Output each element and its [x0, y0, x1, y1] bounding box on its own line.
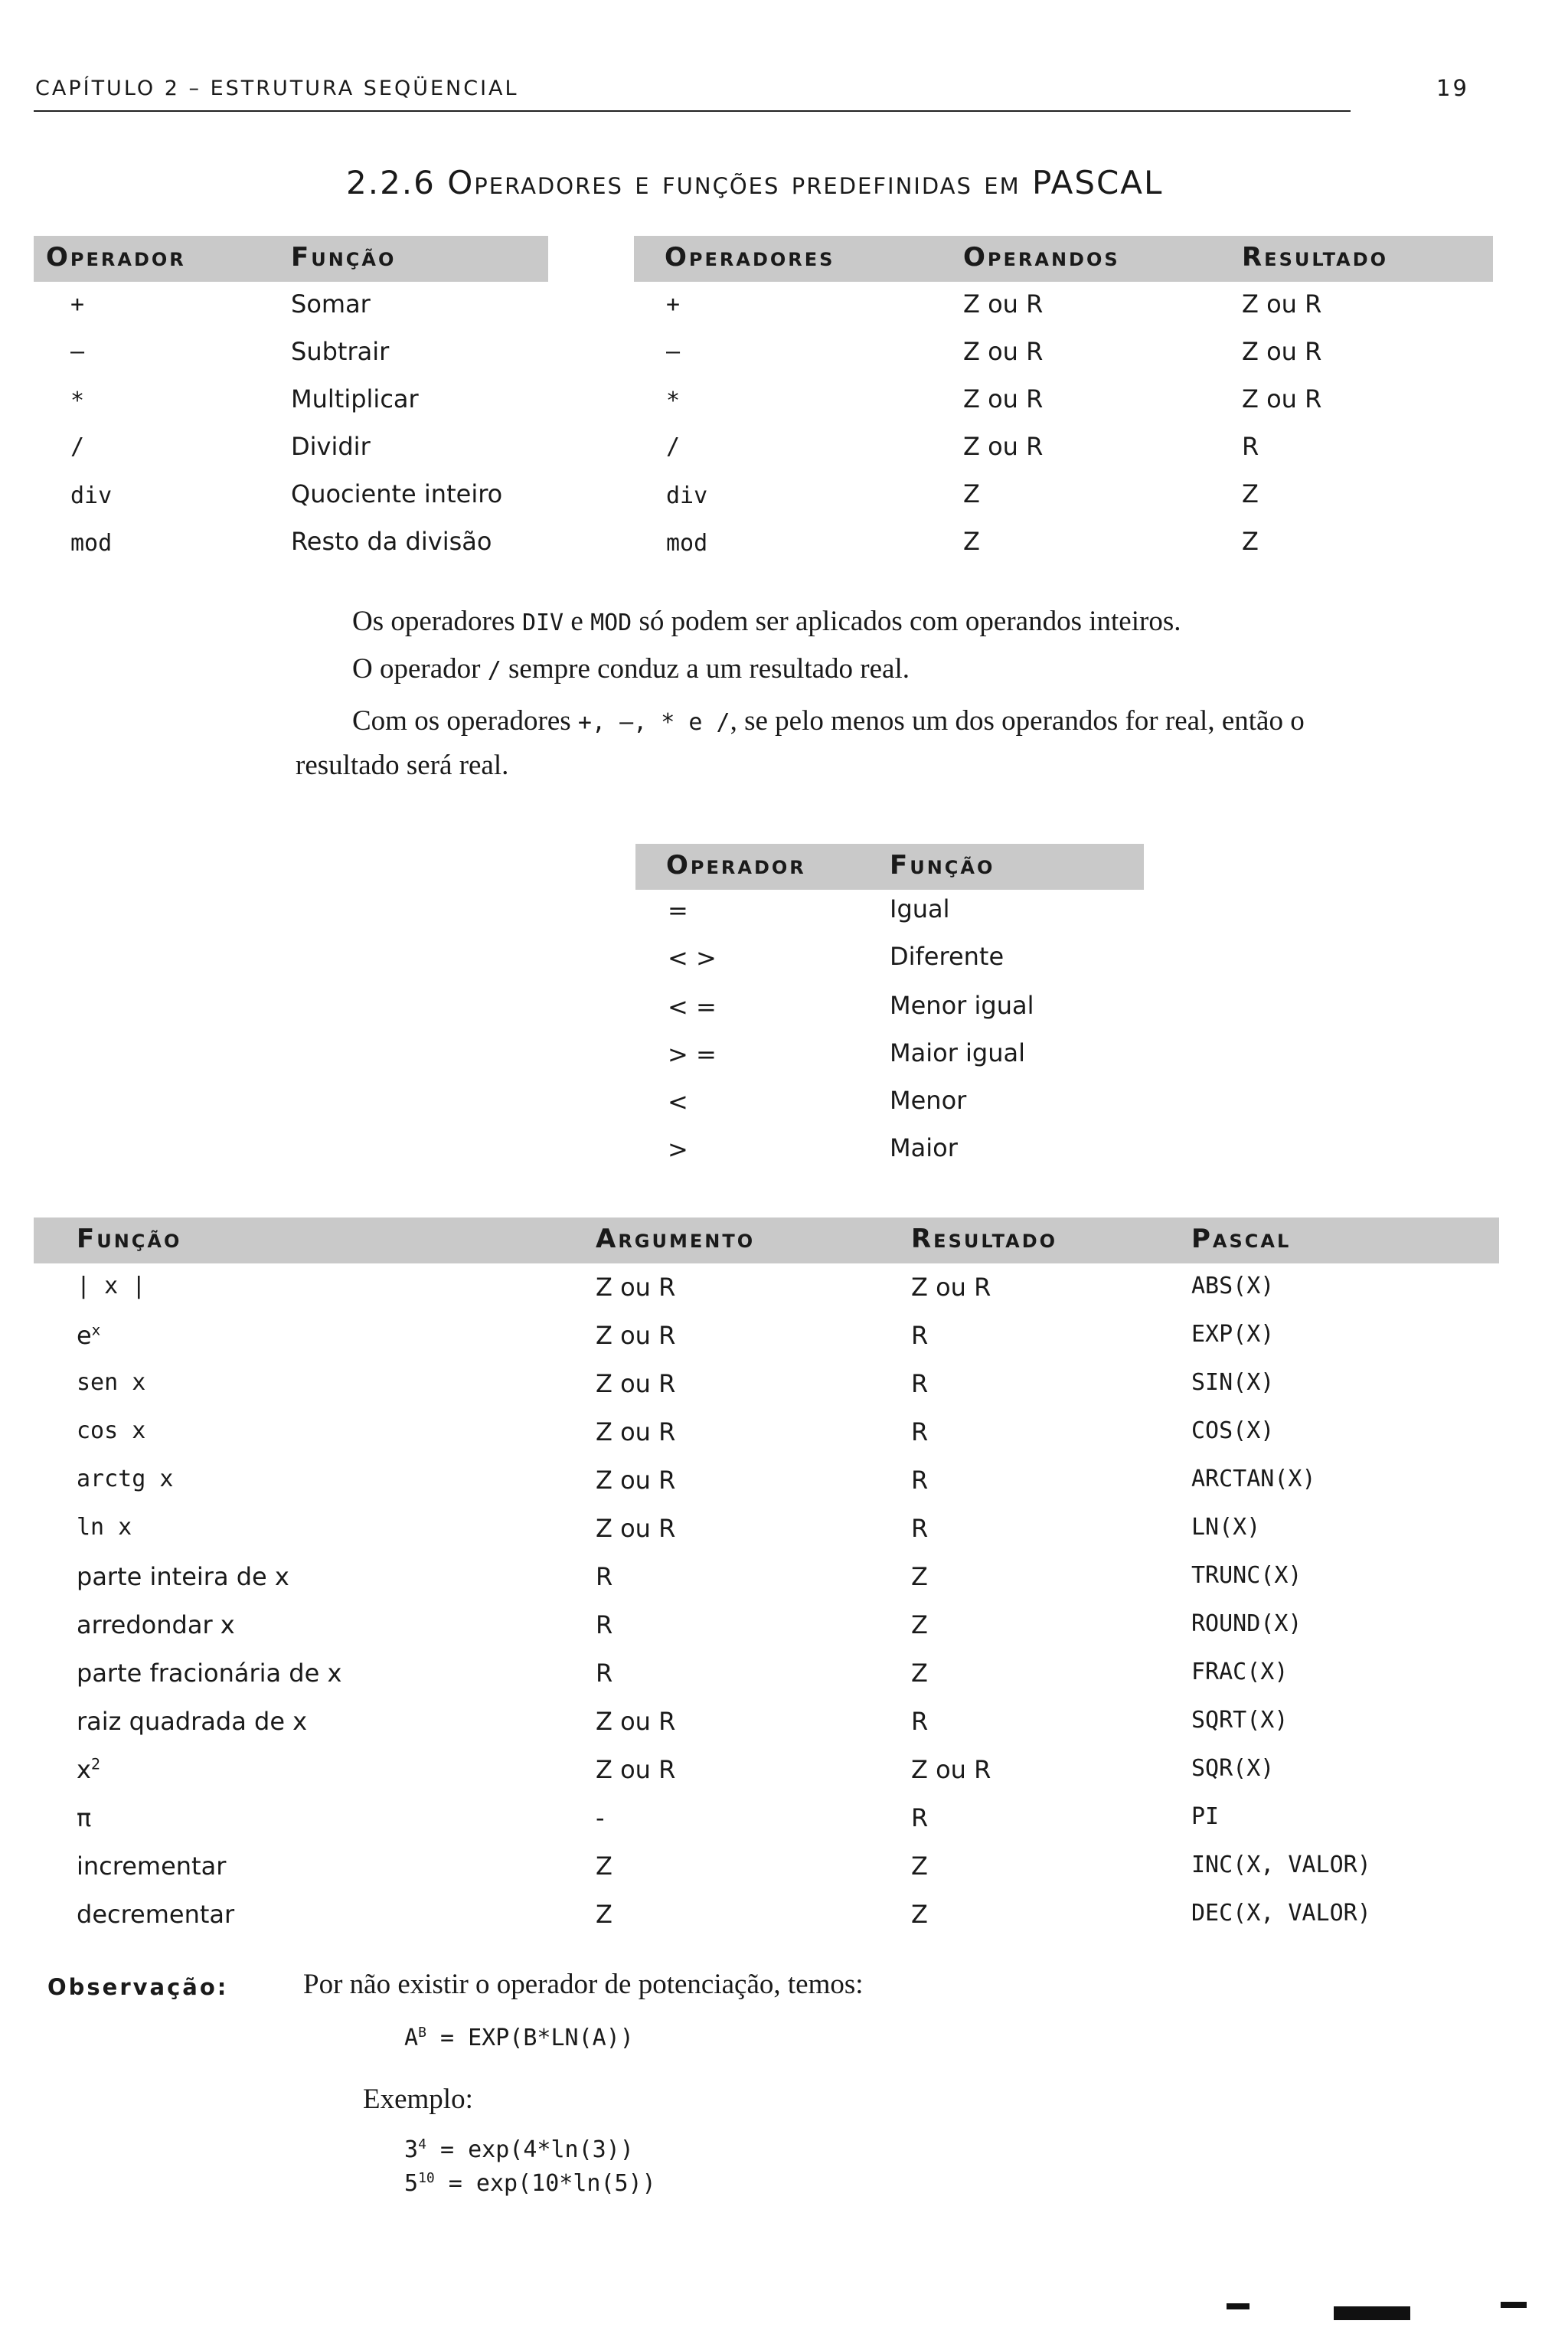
- table-cell-function: $x^2$: [77, 1755, 101, 1784]
- table-cell-pascal: ABS(X): [1191, 1273, 1275, 1299]
- table-cell-result: R: [1242, 432, 1259, 461]
- note-line: Os operadores DIV e MOD só podem ser aplicados com operandos inteiros.: [352, 606, 1181, 637]
- column-header-pascal: Pascal: [1191, 1224, 1292, 1254]
- section-number: 2.2.6: [346, 164, 436, 201]
- column-header-funcao: Função: [890, 850, 995, 881]
- column-header-funcao: Função: [77, 1224, 182, 1254]
- table-cell-function: Diferente: [890, 942, 1004, 971]
- table-cell-function: Resto da divisão: [291, 527, 492, 556]
- superscript: 2: [90, 1755, 101, 1773]
- note-line: Com os operadores +, –, * e /, se pelo menos um dos operandos for real, então o: [352, 705, 1305, 737]
- table-cell-operator: mod: [70, 530, 113, 557]
- table-cell-operands: Z ou R: [963, 337, 1044, 366]
- table-cell-operator: < =: [668, 992, 717, 1021]
- table-cell-pascal: SQR(X): [1191, 1755, 1275, 1782]
- table-cell-function: decrementar: [77, 1900, 235, 1929]
- table-cell-argument: R: [596, 1659, 613, 1688]
- observation-text: Por não existir o operador de potenciação, temos:: [303, 1969, 864, 2000]
- table-cell-result: Z: [1242, 527, 1259, 556]
- table-cell-function: Menor igual: [890, 991, 1034, 1020]
- table-cell-operator: /: [666, 433, 681, 460]
- table-cell-function: Dividir: [291, 432, 371, 461]
- table-cell-operator: =: [668, 896, 688, 925]
- note-line: resultado será real.: [296, 750, 509, 781]
- note-line: O operador / sempre conduz a um resultado real.: [352, 653, 910, 685]
- scan-artifact: [1227, 2303, 1250, 2309]
- column-header-operador: Operador: [46, 242, 186, 273]
- table-cell-argument: Z ou R: [596, 1466, 676, 1495]
- table-cell-function: Somar: [291, 289, 371, 319]
- table-cell-result: Z ou R: [911, 1273, 991, 1302]
- table-cell-result: Z ou R: [1242, 289, 1322, 319]
- table-cell-operator: mod: [666, 530, 708, 557]
- table-cell-argument: Z ou R: [596, 1273, 676, 1302]
- table-cell-pascal: INC(X, VALOR): [1191, 1852, 1371, 1878]
- table-cell-result: Z: [1242, 479, 1259, 508]
- scan-artifact: [1334, 2306, 1410, 2320]
- table-cell-operator: –: [666, 338, 681, 365]
- table-cell-argument: R: [596, 1610, 613, 1639]
- table-cell-result: Z ou R: [1242, 337, 1322, 366]
- table-cell-argument: Z ou R: [596, 1707, 676, 1736]
- example-line: $3^4 = \exp(4*\ln(3))$: [404, 2136, 634, 2163]
- table-cell-pascal: ARCTAN(X): [1191, 1466, 1316, 1492]
- table-cell-result: Z: [911, 1900, 928, 1929]
- example-line: $5^{10} = \exp(10*\ln(5))$: [404, 2170, 656, 2197]
- table-cell-operator: +: [70, 291, 85, 318]
- table-cell-argument: Z ou R: [596, 1514, 676, 1543]
- table-cell-result: R: [911, 1707, 929, 1736]
- table-cell-result: R: [911, 1369, 929, 1398]
- table-cell-pascal: TRUNC(X): [1191, 1562, 1302, 1589]
- section-title-text: Operadores e funções predefinidas em PASCAL: [447, 164, 1164, 201]
- table-cell-operands: Z ou R: [963, 384, 1044, 413]
- table-cell-function: | x |: [77, 1273, 146, 1299]
- table-cell-pascal: SQRT(X): [1191, 1707, 1289, 1734]
- table-cell-operator: div: [666, 482, 708, 509]
- table-cell-operator: < >: [668, 943, 717, 972]
- table-cell-function: Subtrair: [291, 337, 390, 366]
- table-cell-pascal: COS(X): [1191, 1417, 1275, 1444]
- table-cell-result: Z ou R: [1242, 384, 1322, 413]
- table-cell-function: cos x: [77, 1417, 146, 1444]
- table-cell-function: incrementar: [77, 1852, 227, 1881]
- table-cell-result: R: [911, 1466, 929, 1495]
- superscript: x: [91, 1321, 101, 1339]
- table-cell-pascal: DEC(X, VALOR): [1191, 1900, 1371, 1927]
- table-cell-operator: <: [668, 1087, 688, 1116]
- table-cell-operands: Z: [963, 527, 980, 556]
- table-cell-result: Z: [911, 1610, 928, 1639]
- running-header-chapter: CAPÍTULO 2 – ESTRUTURA SEQÜENCIAL: [35, 77, 519, 100]
- table-cell-argument: Z ou R: [596, 1417, 676, 1446]
- table-cell-function: Maior: [890, 1133, 958, 1162]
- table-cell-result: R: [911, 1803, 929, 1832]
- table-cell-operator: *: [70, 387, 85, 414]
- column-header-argumento: Argumento: [596, 1224, 756, 1254]
- table-cell-result: Z ou R: [911, 1755, 991, 1784]
- table-cell-operator: >: [668, 1135, 688, 1164]
- table-cell-operator: *: [666, 387, 681, 414]
- table-cell-result: Z: [911, 1562, 928, 1591]
- code-div: DIV: [521, 610, 564, 636]
- table-cell-function: parte fracionária de x: [77, 1659, 342, 1688]
- table-cell-argument: Z: [596, 1900, 612, 1929]
- power-formula: $A^B = EXP(B*LN(A))$: [404, 2025, 634, 2051]
- column-header-operandos: Operandos: [963, 242, 1120, 273]
- table-cell-function: arctg x: [77, 1466, 174, 1492]
- table-cell-argument: R: [596, 1562, 613, 1591]
- column-header-resultado: Resultado: [1242, 242, 1389, 273]
- table-cell-operator: –: [70, 338, 85, 365]
- table-cell-result: Z: [911, 1852, 928, 1881]
- column-header-operador: Operador: [666, 850, 806, 881]
- table-cell-result: R: [911, 1417, 929, 1446]
- page-number: 19: [1436, 75, 1469, 101]
- table-cell-function: Multiplicar: [291, 384, 419, 413]
- example-label: Exemplo:: [363, 2084, 473, 2115]
- table-cell-function: π: [77, 1803, 92, 1832]
- table-cell-function: $e^x$: [77, 1321, 101, 1350]
- table-cell-operator: > =: [668, 1040, 717, 1069]
- table-cell-pascal: ROUND(X): [1191, 1610, 1302, 1637]
- code-mod: MOD: [590, 610, 632, 636]
- table-cell-result: R: [911, 1514, 929, 1543]
- table-cell-pascal: PI: [1191, 1803, 1220, 1830]
- scan-artifact: [1501, 2302, 1527, 2308]
- code-operators: +, –, * e /: [577, 709, 730, 736]
- table-cell-pascal: SIN(X): [1191, 1369, 1275, 1396]
- column-header-operadores: Operadores: [665, 242, 835, 273]
- table-cell-argument: -: [596, 1803, 605, 1832]
- table-cell-operator: div: [70, 482, 113, 509]
- column-header-funcao: Função: [291, 242, 397, 273]
- table-cell-function: arredondar x: [77, 1610, 235, 1639]
- table-cell-function: Menor: [890, 1086, 967, 1115]
- header-rule: [34, 110, 1351, 112]
- table-cell-operator: /: [70, 433, 85, 460]
- observation-label: Observação:: [47, 1974, 229, 2000]
- table-cell-pascal: FRAC(X): [1191, 1659, 1289, 1685]
- table-cell-function: ln x: [77, 1514, 132, 1541]
- table-cell-function: raiz quadrada de x: [77, 1707, 308, 1736]
- table-cell-function: Maior igual: [890, 1038, 1025, 1067]
- table-cell-result: Z: [911, 1659, 928, 1688]
- table-cell-operands: Z ou R: [963, 432, 1044, 461]
- table-cell-operands: Z ou R: [963, 289, 1044, 319]
- table-cell-function: Quociente inteiro: [291, 479, 503, 508]
- section-title: [346, 164, 1163, 201]
- table-cell-result: R: [911, 1321, 929, 1350]
- table-cell-operator: +: [666, 291, 681, 318]
- table-cell-pascal: LN(X): [1191, 1514, 1261, 1541]
- table-cell-argument: Z: [596, 1852, 612, 1881]
- table-cell-argument: Z ou R: [596, 1755, 676, 1784]
- table-cell-operands: Z: [963, 479, 980, 508]
- table-cell-argument: Z ou R: [596, 1369, 676, 1398]
- table-cell-function: parte inteira de x: [77, 1562, 289, 1591]
- table-cell-argument: Z ou R: [596, 1321, 676, 1350]
- column-header-resultado: Resultado: [911, 1224, 1058, 1254]
- table-cell-pascal: EXP(X): [1191, 1321, 1275, 1348]
- table-cell-function: sen x: [77, 1369, 146, 1396]
- code-slash: /: [487, 657, 501, 684]
- table-cell-function: Igual: [890, 894, 950, 923]
